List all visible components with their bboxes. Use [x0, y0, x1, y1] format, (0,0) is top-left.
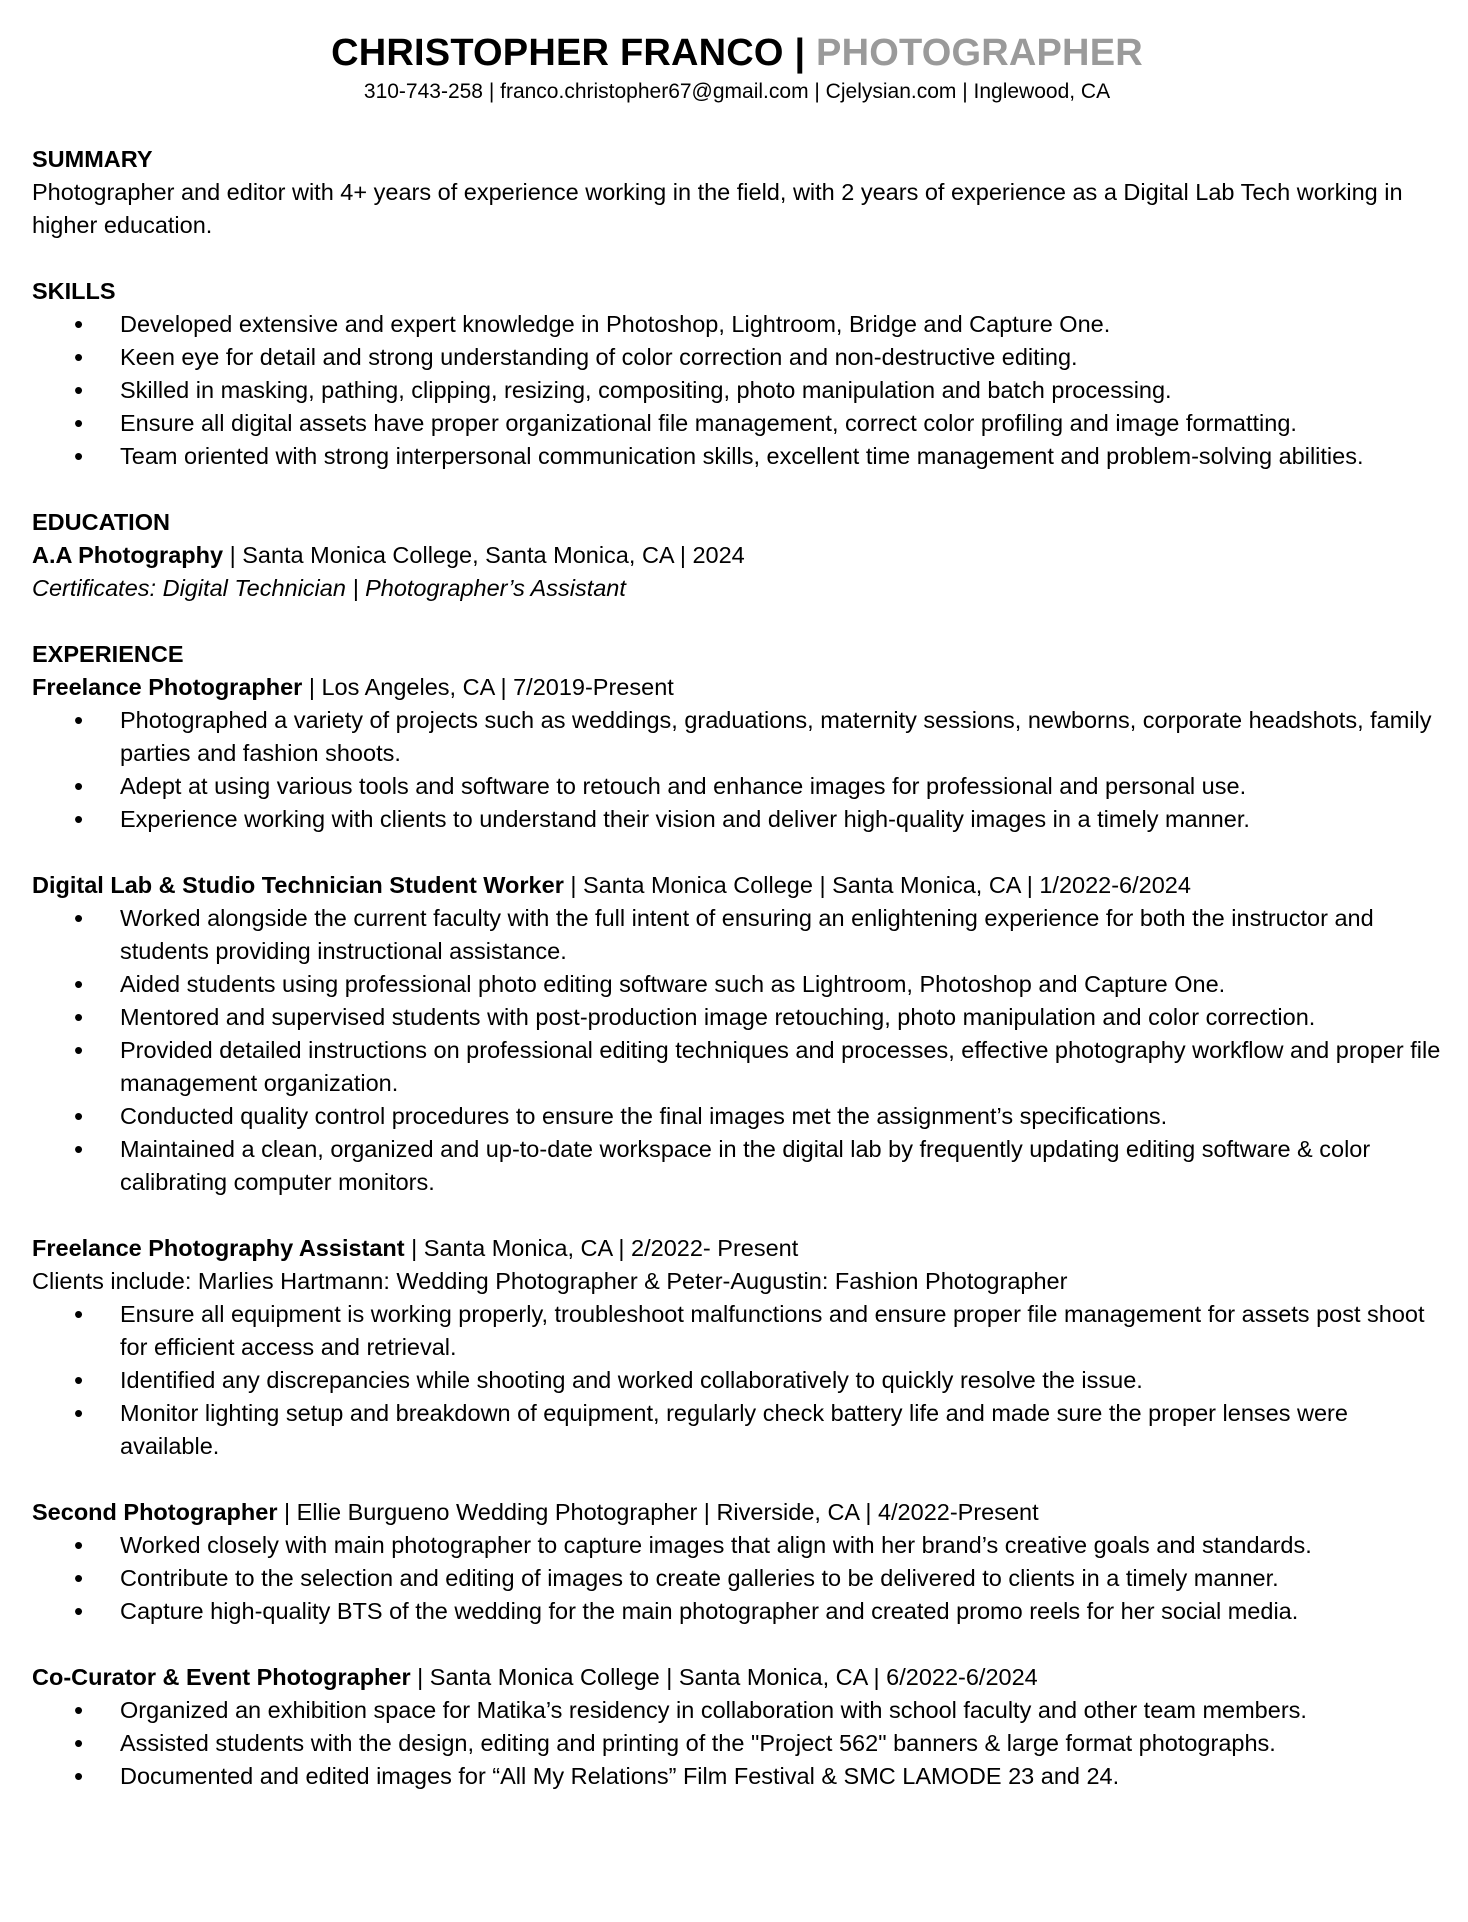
job-bullets — [32, 902, 1442, 1199]
list-item: • Organized an exhibition space for Matika’s residency in collaboration with school faculty and other team members. — [32, 1694, 1442, 1727]
job-entry — [32, 1496, 1442, 1628]
list-item: • Adept at using various tools and software to retouch and enhance images for professional and personal use. — [32, 770, 1442, 803]
job-entry — [32, 671, 1442, 836]
list-item: • Keen eye for detail and strong understanding of color correction and non-destructive editing. — [32, 341, 1442, 374]
job-details: | Santa Monica College | Santa Monica, CA | 6/2022-6/2024 — [410, 1664, 1038, 1690]
list-item: • Identified any discrepancies while shooting and worked collaboratively to quickly resolve the issue. — [32, 1364, 1442, 1397]
job-details: | Santa Monica College | Santa Monica, CA | 1/2022-6/2024 — [563, 872, 1191, 898]
job-header — [32, 1661, 1442, 1694]
experience-heading: EXPERIENCE — [32, 641, 184, 667]
list-item: • Documented and edited images for “All My Relations” Film Festival & SMC LAMODE 23 and 24. — [32, 1760, 1442, 1793]
summary-section — [32, 143, 1442, 242]
list-item: • Contribute to the selection and editing of images to create galleries to be delivered to clients in a timely manner. — [32, 1562, 1442, 1595]
job-title: Second Photographer — [32, 1499, 278, 1525]
list-item: • Skilled in masking, pathing, clipping, resizing, compositing, photo manipulation and batch processing. — [32, 374, 1442, 407]
job-title: Freelance Photography Assistant — [32, 1235, 405, 1261]
summary-heading: SUMMARY — [32, 146, 153, 172]
education-details: | Santa Monica College, Santa Monica, CA | 2024 — [223, 542, 745, 568]
job-entry — [32, 1232, 1442, 1463]
job-header — [32, 869, 1442, 902]
list-item: • Assisted students with the design, editing and printing of the "Project 562" banners & large format photographs. — [32, 1727, 1442, 1760]
job-title: Freelance Photographer — [32, 674, 303, 700]
list-item: • Ensure all digital assets have proper organizational file management, correct color profiling and image formatting. — [32, 407, 1442, 440]
list-item: • Worked alongside the current faculty with the full intent of ensuring an enlightening experience for both the instructor and students providing instructional assistance. — [32, 902, 1442, 968]
job-header — [32, 671, 1442, 704]
list-item: • Photographed a variety of projects such as weddings, graduations, maternity sessions, newborns, corporate headshots, family parties and fashion shoots. — [32, 704, 1442, 770]
experience-section — [32, 638, 1442, 1793]
job-title: Co-Curator & Event Photographer — [32, 1664, 411, 1690]
job-header — [32, 1232, 1442, 1265]
summary-text: Photographer and editor with 4+ years of experience working in the field, with 2 years of experience as a Digital Lab Tech working in higher education. — [32, 179, 1403, 238]
role-title: PHOTOGRAPHER — [816, 32, 1143, 74]
list-item: • Developed extensive and expert knowledge in Photoshop, Lightroom, Bridge and Capture One. — [32, 308, 1442, 341]
job-entry — [32, 869, 1442, 1199]
resume-page — [32, 30, 1442, 1793]
certificates: Certificates: Digital Technician | Photographer’s Assistant — [32, 575, 626, 601]
job-bullets — [32, 704, 1442, 836]
job-bullets — [32, 1298, 1442, 1463]
list-item: • Capture high-quality BTS of the wedding for the main photographer and created promo reels for her social media. — [32, 1595, 1442, 1628]
name-title — [32, 30, 1442, 76]
degree: A.A Photography — [32, 542, 224, 568]
skills-list — [32, 308, 1442, 473]
list-item: • Conducted quality control procedures to ensure the final images met the assignment’s specifications. — [32, 1100, 1442, 1133]
job-bullets — [32, 1529, 1442, 1628]
skills-heading: SKILLS — [32, 278, 116, 304]
name: CHRISTOPHER FRANCO | — [331, 32, 817, 74]
list-item: • Worked closely with main photographer to capture images that align with her brand’s creative goals and standards. — [32, 1529, 1442, 1562]
education-heading: EDUCATION — [32, 509, 170, 535]
contact-info: 310-743-258 | franco.christopher67@gmail.com | Cjelysian.com | Inglewood, CA — [363, 80, 1111, 103]
list-item: • Monitor lighting setup and breakdown of equipment, regularly check battery life and made sure the proper lenses were available. — [32, 1397, 1442, 1463]
clients-line: Clients include: Marlies Hartmann: Wedding Photographer & Peter-Augustin: Fashion Photographer — [32, 1268, 1068, 1294]
job-header — [32, 1496, 1442, 1529]
job-details: | Los Angeles, CA | 7/2019-Present — [302, 674, 674, 700]
list-item: • Team oriented with strong interpersonal communication skills, excellent time management and problem-solving abilities. — [32, 440, 1442, 473]
list-item: • Ensure all equipment is working properly, troubleshoot malfunctions and ensure proper file management for assets post shoot for efficient access and retrieval. — [32, 1298, 1442, 1364]
list-item: • Maintained a clean, organized and up-to-date workspace in the digital lab by frequently updating editing software & color calibrating computer monitors. — [32, 1133, 1442, 1199]
job-title: Digital Lab & Studio Technician Student Worker — [32, 872, 564, 898]
list-item: • Aided students using professional photo editing software such as Lightroom, Photoshop and Capture One. — [32, 968, 1442, 1001]
job-bullets — [32, 1694, 1442, 1793]
job-details: | Ellie Burgueno Wedding Photographer | Riverside, CA | 4/2022-Present — [277, 1499, 1039, 1525]
skills-section — [32, 275, 1442, 473]
resume-header — [32, 30, 1442, 107]
job-details: | Santa Monica, CA | 2/2022- Present — [404, 1235, 799, 1261]
education-entry — [32, 539, 1442, 572]
list-item: • Experience working with clients to understand their vision and deliver high-quality images in a timely manner. — [32, 803, 1442, 836]
list-item: • Provided detailed instructions on professional editing techniques and processes, effective photography workflow and proper file management organization. — [32, 1034, 1442, 1100]
education-section — [32, 506, 1442, 605]
list-item: • Mentored and supervised students with post-production image retouching, photo manipulation and color correction. — [32, 1001, 1442, 1034]
job-entry — [32, 1661, 1442, 1793]
